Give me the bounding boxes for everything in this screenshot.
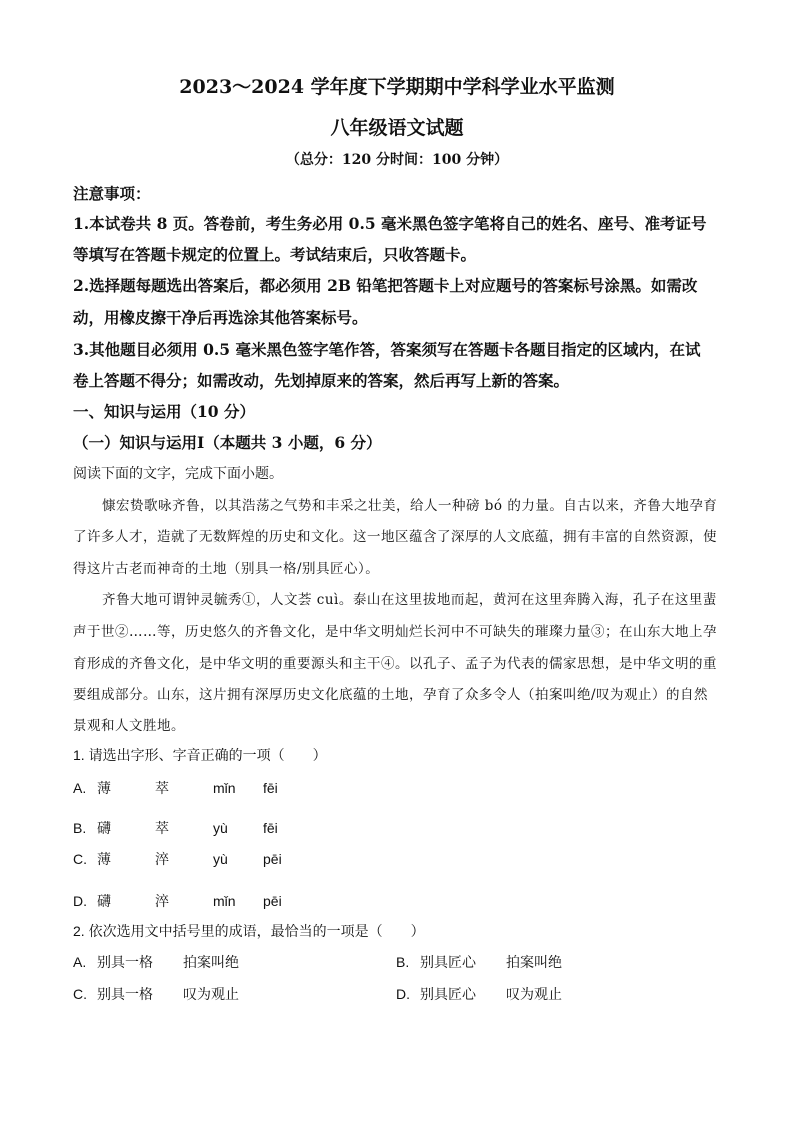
q2-option-a[interactable]: A. 别具一格 拍案叫绝	[73, 954, 239, 970]
notice-heading: 注意事项：	[73, 184, 151, 203]
section-heading: 一、知识与运用（10 分）	[73, 402, 255, 421]
q2-option-c[interactable]: C. 别具一格 叹为观止	[73, 986, 239, 1002]
reading-instruction: 阅读下面的文字，完成下面小题。	[73, 465, 283, 481]
passage-line: 慷宏贽歌咏齐鲁，以其浩荡之气势和丰采之壮美，给人一种磅 bó 的力量。自古以来，齐鲁大地孕育	[102, 498, 718, 514]
section-subheading: （一）知识与运用Ⅰ（本题共 3 小题，6 分）	[73, 433, 382, 452]
notice-line: 3.其他题目必须用 0.5 毫米黑色签字笔作答，答案须写在答题卡各题目指定的区域内，在试	[73, 340, 701, 359]
notice-line: 2.选择题每题选出答案后，都必须用 2B 铅笔把答题卡上对应题号的答案标号涂黑。如需改	[73, 276, 698, 295]
q1-option-c[interactable]: C. 薄 淬 yù pēi	[73, 851, 282, 867]
notice-line: 1.本试卷共 8 页。答卷前，考生务必用 0.5 毫米黑色签字笔将自己的姓名、座号、准考证号	[73, 214, 707, 233]
passage-line: 得这片古老而神奇的土地（别具一格/别具匠心）。	[73, 561, 380, 577]
score-info: （总分：120 分时间：100 分钟）	[285, 152, 509, 168]
passage-line: 了许多人才，造就了无数辉煌的历史和文化。这一地区蕴含了深厚的人文底蕴，拥有丰富的自然资源，使	[73, 529, 717, 545]
q1-option-b[interactable]: B. 礴 萃 yù fēi	[73, 820, 278, 836]
q2-option-d[interactable]: D. 别具匠心 叹为观止	[396, 986, 562, 1002]
passage-line: 声于世②……等，历史悠久的齐鲁文化，是中华文明灿烂长河中不可缺失的璀璨力量③；在山东大地上孕	[73, 624, 717, 640]
q2-option-b[interactable]: B. 别具匠心 拍案叫绝	[396, 954, 562, 970]
exam-subtitle: 八年级语文试题	[330, 117, 464, 139]
passage-line: 景观和人文胜地。	[73, 718, 185, 734]
q1-option-a[interactable]: A. 薄 萃 mǐn fēi	[73, 780, 278, 796]
passage-line: 育形成的齐鲁文化，是中华文明的重要源头和主干④。以孔子、孟子为代表的儒家思想，是中华文明的重	[73, 656, 717, 672]
passage-line: 齐鲁大地可谓钟灵毓秀①，人文荟 cuì。泰山在这里拔地而起，黄河在这里奔腾入海，孔子在这里蜚	[102, 592, 717, 608]
exam-title: 2023～2024 学年度下学期期中学科学业水平监测	[179, 76, 615, 98]
notice-line: 卷上答题不得分；如需改动，先划掉原来的答案，然后再写上新的答案。	[73, 371, 570, 390]
notice-line: 动，用橡皮擦干净后再选涂其他答案标号。	[73, 308, 368, 327]
question-1-stem: 1. 请选出字形、字音正确的一项（ ）	[73, 747, 327, 763]
notice-line: 等填写在答题卡规定的位置上。考试结束后，只收答题卡。	[73, 245, 477, 264]
passage-line: 要组成部分。山东，这片拥有深厚历史文化底蕴的土地，孕育了众多令人（拍案叫绝/叹为观止）的自然	[73, 687, 709, 703]
question-2-stem: 2. 依次选用文中括号里的成语，最恰当的一项是（ ）	[73, 923, 425, 939]
q1-option-d[interactable]: D. 礴 淬 mǐn pēi	[73, 893, 282, 909]
